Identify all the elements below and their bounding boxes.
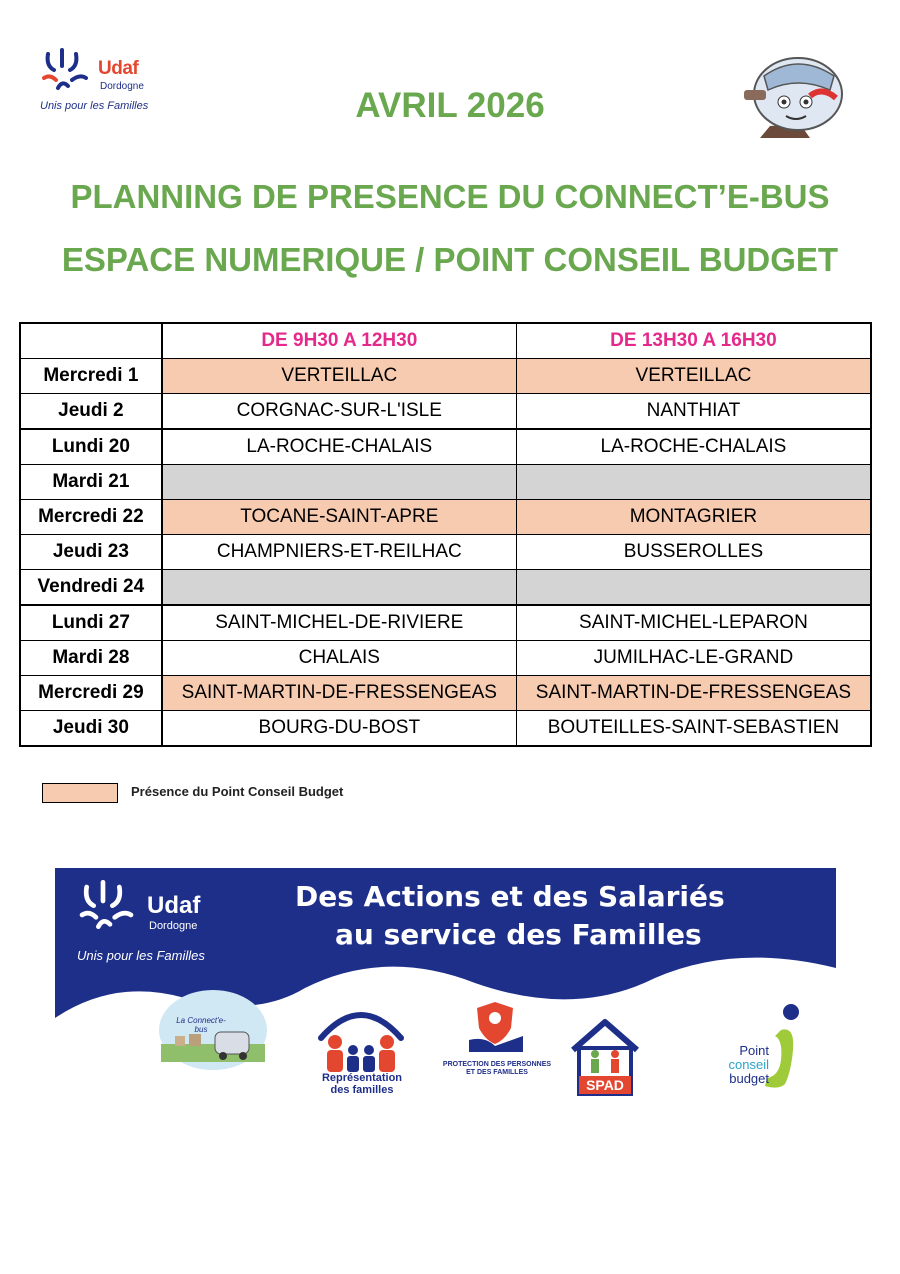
table-row (20, 359, 871, 394)
udaf-department: Dordogne (100, 81, 144, 92)
month-title: AVRIL 2026 (355, 86, 545, 125)
legend-swatch (42, 783, 118, 803)
day-cell: Mercredi 22 (20, 500, 162, 535)
column-header-afternoon: DE 13H30 A 16H30 (516, 323, 871, 359)
day-cell: Jeudi 30 (20, 711, 162, 747)
afternoon-cell: MONTAGRIER (516, 500, 871, 535)
morning-cell: CHAMPNIERS-ET-REILHAC (162, 535, 517, 570)
day-cell: Mercredi 29 (20, 676, 162, 711)
morning-cell: VERTEILLAC (162, 359, 517, 394)
morning-cell: BOURG-DU-BOST (162, 711, 517, 747)
banner-udaf-name: Udaf (147, 892, 201, 919)
banner-udaf-tagline: Unis pour les Familles (77, 948, 205, 963)
morning-cell: TOCANE-SAINT-APRE (162, 500, 517, 535)
banner-udaf-figures-icon (77, 880, 143, 936)
morning-cell: CHALAIS (162, 641, 517, 676)
table-row (20, 676, 871, 711)
planning-table (19, 322, 872, 747)
protection-hand-shield-icon (465, 996, 527, 1056)
day-cell: Lundi 20 (20, 429, 162, 465)
table-row (20, 641, 871, 676)
banner-udaf-logo (77, 880, 227, 962)
morning-cell (162, 465, 517, 500)
spad-label: SPAD (586, 1077, 624, 1093)
representation-label-line1: Représentation (321, 1072, 403, 1084)
afternoon-cell: SAINT-MARTIN-DE-FRESSENGEAS (516, 676, 871, 711)
day-cell: Lundi 27 (20, 605, 162, 641)
family-representation-icon (311, 998, 411, 1074)
udaf-tagline: Unis pour les Familles (40, 100, 149, 112)
column-header-morning: DE 9H30 A 12H30 (162, 323, 517, 359)
afternoon-cell: BUSSEROLLES (516, 535, 871, 570)
representation-label-line2: des familles (330, 1084, 394, 1096)
afternoon-cell: LA-ROCHE-CHALAIS (516, 429, 871, 465)
day-cell: Mercredi 1 (20, 359, 162, 394)
protection-label-line2: ET DES FAMILLES (466, 1069, 528, 1076)
day-cell: Jeudi 2 (20, 394, 162, 430)
header-empty-cell (20, 323, 162, 359)
afternoon-cell: JUMILHAC-LE-GRAND (516, 641, 871, 676)
morning-cell (162, 570, 517, 606)
table-row (20, 500, 871, 535)
banner-title-line1: Des Actions et des Salariés (295, 880, 725, 913)
pcb-label-line1: Point (739, 1043, 769, 1058)
pcb-label-line3: budget (729, 1071, 769, 1086)
planning-subtitle: ESPACE NUMERIQUE / POINT CONSEIL BUDGET (61, 241, 839, 278)
table-row (20, 711, 871, 747)
planning-title: PLANNING DE PRESENCE DU CONNECT’E-BUS (70, 178, 830, 215)
day-cell: Jeudi 23 (20, 535, 162, 570)
table-row (20, 429, 871, 465)
afternoon-cell: BOUTEILLES-SAINT-SEBASTIEN (516, 711, 871, 747)
table-row (20, 570, 871, 606)
day-cell: Mardi 28 (20, 641, 162, 676)
legend-label: Présence du Point Conseil Budget (131, 784, 344, 799)
morning-cell: LA-ROCHE-CHALAIS (162, 429, 517, 465)
day-cell: Vendredi 24 (20, 570, 162, 606)
banner-udaf-department: Dordogne (149, 920, 198, 932)
table-row (20, 605, 871, 641)
morning-cell: SAINT-MICHEL-DE-RIVIERE (162, 605, 517, 641)
connectebus-badge-label: La Connect'e-bus (176, 1016, 226, 1034)
udaf-banner (55, 868, 836, 1106)
table-row (20, 465, 871, 500)
protection-label-line1: PROTECTION DES PERSONNES (442, 1061, 552, 1068)
morning-cell: SAINT-MARTIN-DE-FRESSENGEAS (162, 676, 517, 711)
afternoon-cell: SAINT-MICHEL-LEPARON (516, 605, 871, 641)
afternoon-cell (516, 570, 871, 606)
pcb-label-line2: conseil (728, 1057, 769, 1072)
afternoon-cell (516, 465, 871, 500)
morning-cell: CORGNAC-SUR-L'ISLE (162, 394, 517, 430)
day-cell: Mardi 21 (20, 465, 162, 500)
udaf-name: Udaf (98, 58, 139, 79)
afternoon-cell: NANTHIAT (516, 394, 871, 430)
banner-title-line2: au service des Familles (335, 918, 702, 951)
afternoon-cell: VERTEILLAC (516, 359, 871, 394)
table-row (20, 535, 871, 570)
table-row (20, 394, 871, 430)
table-header-row (20, 323, 871, 359)
